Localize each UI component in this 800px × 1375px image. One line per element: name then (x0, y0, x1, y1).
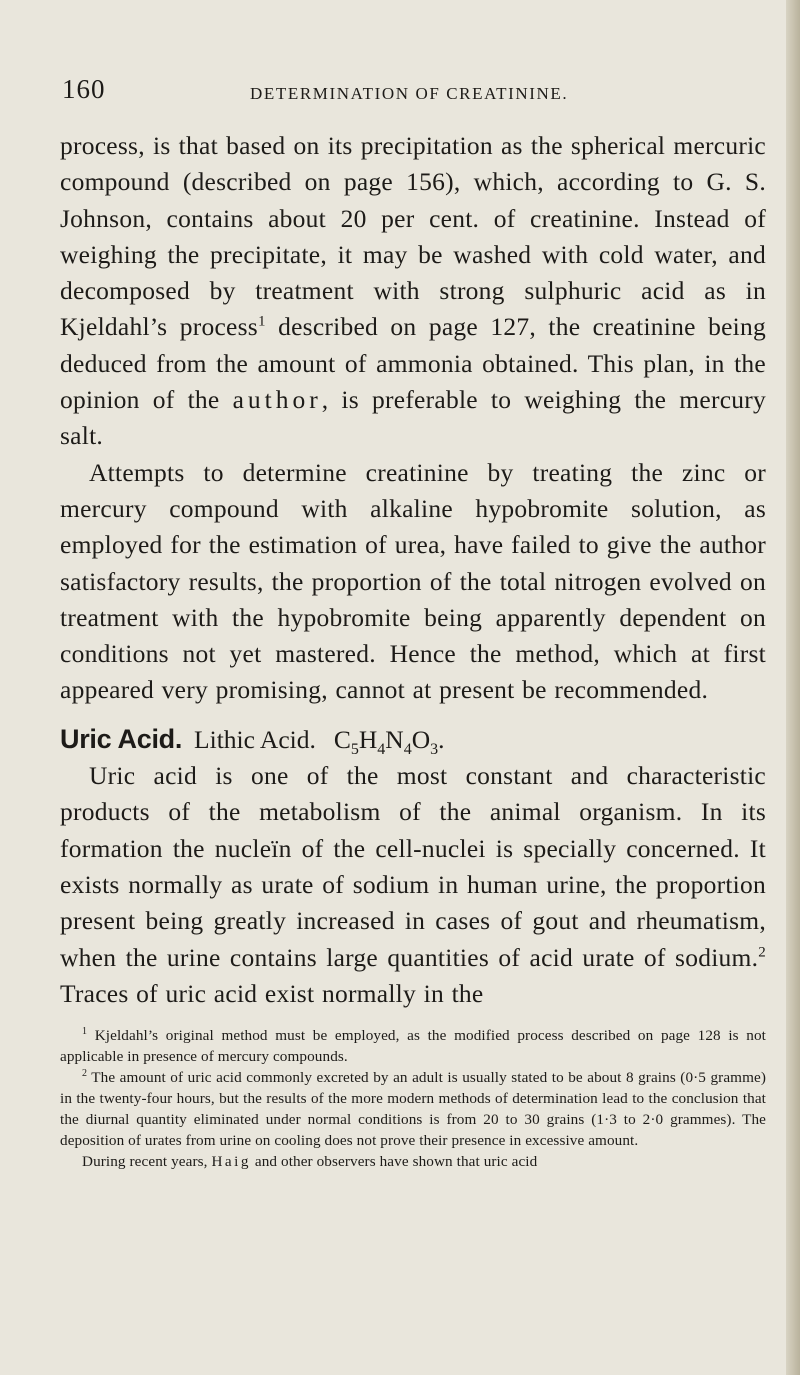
paragraph-text: process, is that based on its precipitation as the spherical mercuric compound (described on page 156), which, according to G. S. Johnson, contains about 20 per cent. of creatinine. Instead of weighing the precipitate, it may be washed with cold water, and decomposed by treatment with strong sulphuric acid as in Kjeldahl’s process (60, 131, 766, 342)
paragraph-creatinine-mercury-method (60, 128, 766, 455)
paragraph-uric-acid (60, 758, 766, 1012)
footnote-text: During recent years, (82, 1152, 212, 1170)
chemical-formula (333, 724, 445, 758)
page-body (60, 128, 766, 1172)
formula-subscript: 4 (377, 740, 386, 758)
spaced-name-haig: Haig (211, 1152, 251, 1170)
paragraph-text: , is preferable to weighing the mercury salt. (60, 385, 766, 451)
paragraph-text: Uric acid is one of the most constant and characteristic products of the metabolism of the animal organism. In its formation the nucleïn of the cell-nuclei is specially concerned. It exists normally as urate of sodium in human urine, the proportion present being greatly increased in cases of gout and rheumatism, when the urine contains large quantities of acid urate of sodium. (60, 761, 766, 972)
formula-element: C (333, 724, 351, 754)
formula-element: N (385, 724, 404, 754)
footnote-ref-2: 2 (758, 944, 766, 961)
formula-element: H (358, 724, 378, 754)
page-edge (786, 0, 800, 1375)
paragraph-text: Traces of uric acid exist normally in the (60, 978, 484, 1008)
footnote-ref-1: 1 (257, 313, 266, 330)
section-heading-uric-acid (60, 721, 766, 758)
page-number: 160 (62, 74, 106, 104)
page-header (62, 74, 762, 110)
footnote-2-continued (60, 1152, 766, 1173)
section-title: Uric Acid. (60, 723, 183, 754)
footnote-1 (60, 1026, 766, 1068)
formula-subscript: 3 (430, 740, 439, 758)
spaced-word-author: author (232, 385, 322, 415)
footnote-text: Kjeldahl’s original method must be employed, as the modified process described on page 128 is not applicable in presence of mercury compounds. (60, 1027, 766, 1066)
formula-period: . (438, 724, 445, 754)
formula-subscript: 4 (403, 740, 412, 758)
footnote-marker: 1 (82, 1026, 88, 1038)
paragraph-hypobromite: Attempts to determine creatinine by treating the zinc or mercury compound with alkaline hypobromite solution, as employed for the estimation of urea, have failed to give the author satisfactory results, the proportion of the total nitrogen evolved on treatment with the hypobromite being apparently dependent on conditions not yet mastered. Hence the method, which at first appeared very promising, cannot at present be recommended. (60, 457, 766, 705)
running-head: DETERMINATION OF CREATININE. (250, 84, 569, 103)
section-alt-name: Lithic Acid. (194, 724, 316, 754)
formula-element: O (411, 724, 431, 754)
footnote-text: The amount of uric acid commonly excreted by an adult is usually stated to be about 8 grains (0·5 gramme) in the twenty-four hours, but the results of the more modern methods of determination lead to the conclusion that the diurnal quantity eliminated under normal conditions is from 20 to 30 grains (1·3 to 2·0 grammes). The deposition of urates from urine on cooling does not prove their presence in excessive amount. (60, 1068, 766, 1149)
footnote-2 (60, 1068, 766, 1152)
footnotes (60, 1026, 766, 1172)
footnote-text: and other observers have shown that uric acid (250, 1152, 538, 1170)
paragraph-text: described on page 127, the creatinine being deduced from the amount of ammonia obtained. This plan, in the opinion of the (60, 312, 766, 415)
footnote-marker: 2 (82, 1067, 88, 1079)
formula-subscript: 5 (350, 740, 359, 758)
